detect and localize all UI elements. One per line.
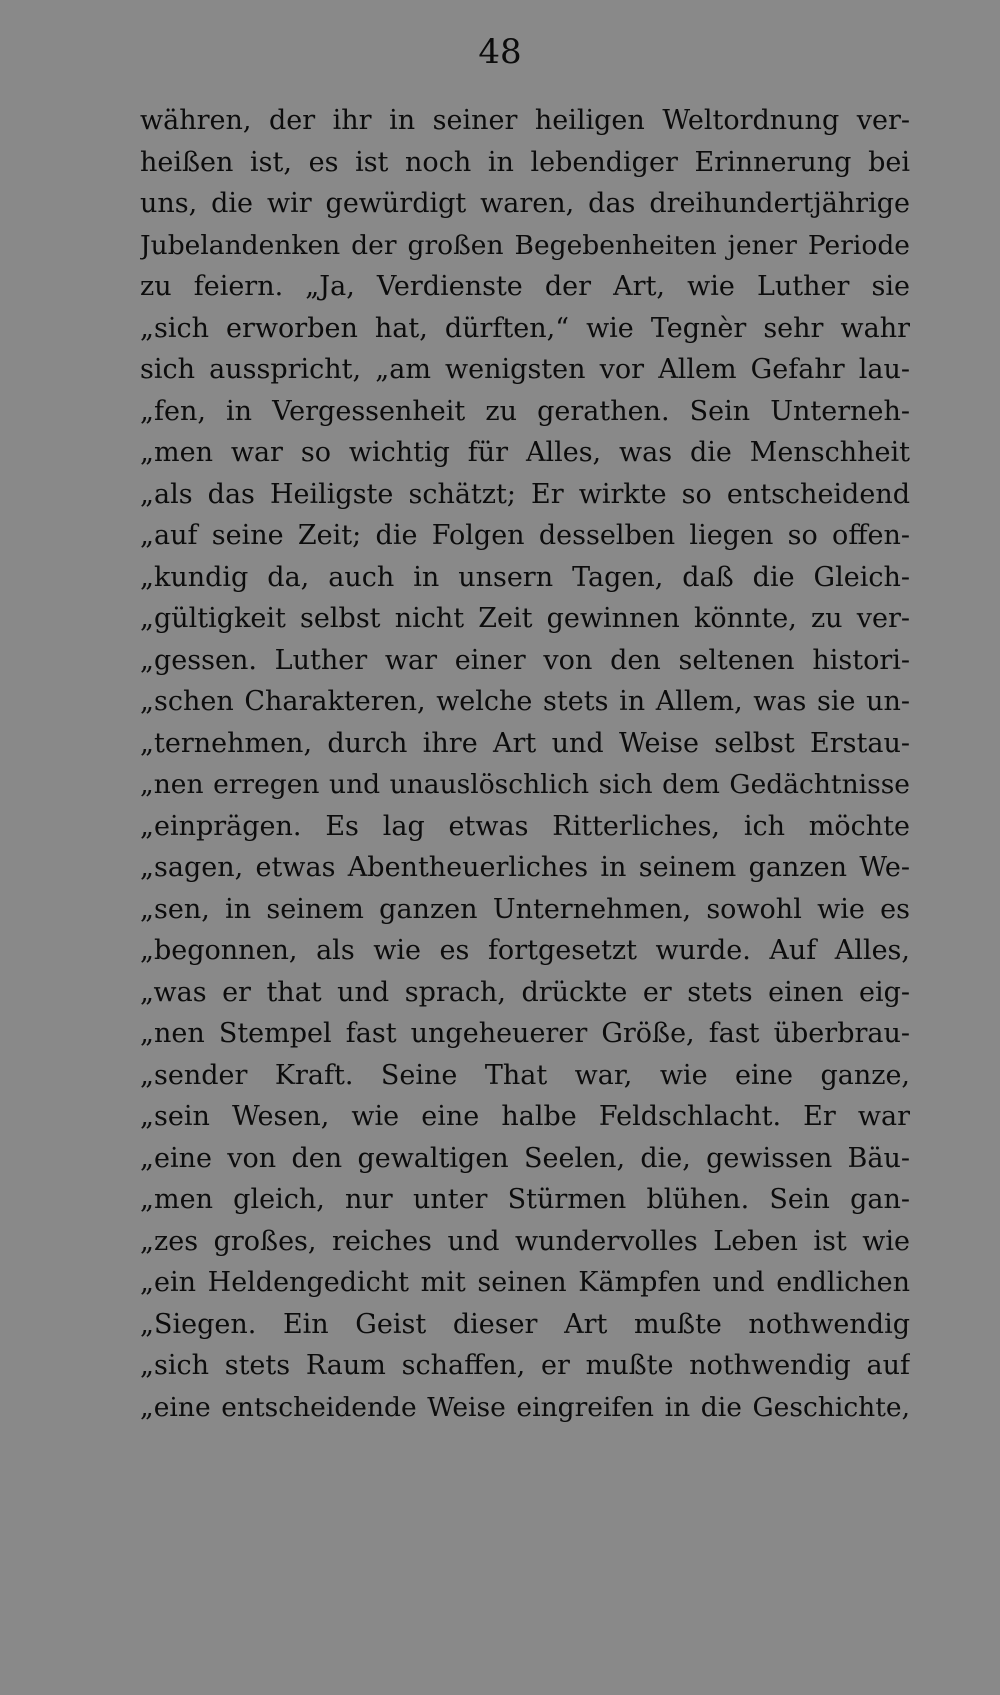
text-line: „was er that und sprach, drückte er stets einen eig- [140,976,910,1008]
page-number: 48 [478,32,522,72]
text-line: „einprägen. Es lag etwas Ritterliches, ich möchte [140,810,910,842]
text-line: „ternehmen, durch ihre Art und Weise selbst Erstau- [140,727,910,759]
text-line: „sen, in seinem ganzen Unternehmen, sowohl wie es [140,893,910,925]
text-line: uns, die wir gewürdigt waren, das dreihundertjährige [140,188,910,219]
text-line: „sich erworben hat, dürften,“ wie Tegnèr sehr wahr [140,312,910,344]
text-line: „zes großes, reiches und wundervolles Leben ist wie [140,1225,910,1257]
text-line: „als das Heiligste schätzt; Er wirkte so entscheidend [140,478,910,510]
text-line: „begonnen, als wie es fortgesetzt wurde. Auf Alles, [140,935,910,966]
text-line: „nen erregen und unauslöschlich sich dem Gedächtnisse [140,769,910,800]
text-line: zu feiern. „Ja, Verdienste der Art, wie Luther sie [140,271,910,302]
body-text [140,100,910,1428]
text-line: „Siegen. Ein Geist dieser Art mußte nothwendig [140,1308,910,1340]
text-line: „gültigkeit selbst nicht Zeit gewinnen könnte, zu ver- [140,603,910,634]
text-line: „sich stets Raum schaffen, er mußte nothwendig auf [140,1350,910,1381]
text-line: „kundig da, auch in unsern Tagen, daß die Gleich- [140,561,910,593]
text-line: „nen Stempel fast ungeheuerer Größe, fast überbrau- [140,1018,910,1049]
text-line: „eine entscheidende Weise eingreifen in die Geschichte, [140,1391,910,1423]
text-line: „sender Kraft. Seine That war, wie eine ganze, [140,1059,910,1091]
text-line: „sein Wesen, wie eine halbe Feldschlacht. Er war [140,1101,910,1132]
text-line: Jubelandenken der großen Begebenheiten jener Periode [140,229,910,261]
text-line: heißen ist, es ist noch in lebendiger Erinnerung bei [140,146,910,178]
text-line: „auf seine Zeit; die Folgen desselben liegen so offen- [140,520,910,551]
text-line: „fen, in Vergessenheit zu gerathen. Sein Unterneh- [140,395,910,427]
text-line: „men gleich, nur unter Stürmen blühen. Sein gan- [140,1184,910,1215]
text-line: „ein Heldengedicht mit seinen Kämpfen und endlichen [140,1267,910,1298]
text-line: „men war so wichtig für Alles, was die Menschheit [140,437,910,468]
text-line: „gessen. Luther war einer von den seltenen histori- [140,644,910,676]
text-line: „sagen, etwas Abentheuerliches in seinem ganzen We- [140,852,910,883]
text-line: sich ausspricht, „am wenigsten vor Allem Gefahr lau- [140,354,910,385]
text-line: „eine von den gewaltigen Seelen, die, gewissen Bäu- [140,1142,910,1174]
text-line: „schen Charakteren, welche stets in Allem, was sie un- [140,686,910,717]
text-line: währen, der ihr in seiner heiligen Weltordnung ver- [140,105,910,136]
